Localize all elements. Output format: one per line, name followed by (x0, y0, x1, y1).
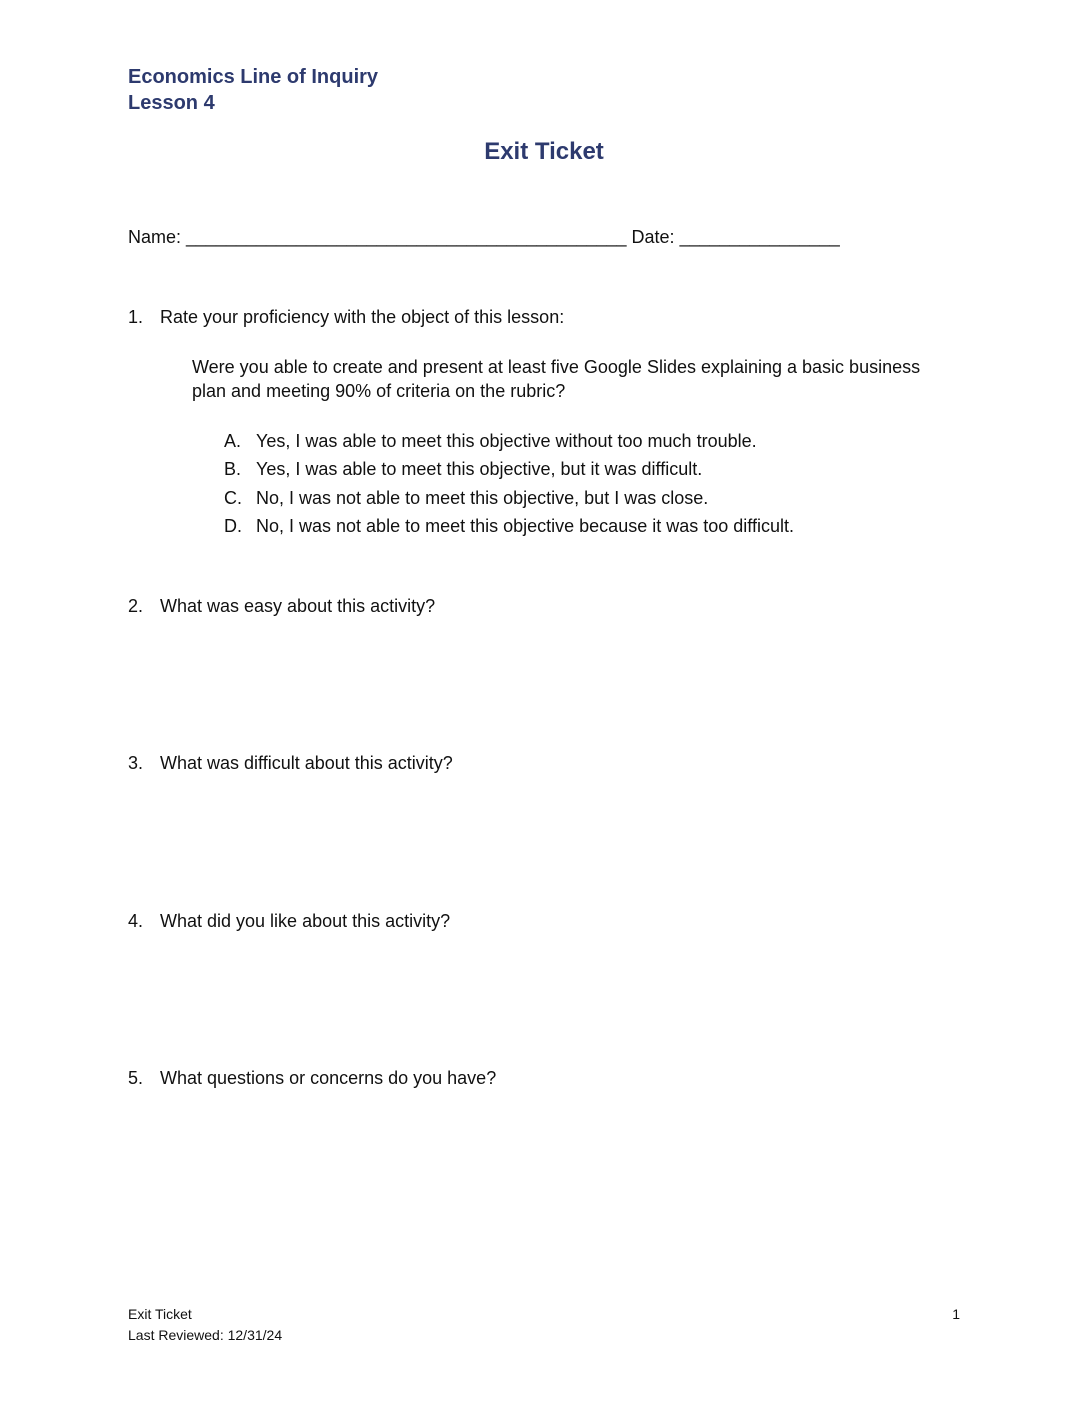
option-text: No, I was not able to meet this objective because it was too difficult. (256, 516, 794, 537)
option-text: Yes, I was able to meet this objective, but it was difficult. (256, 459, 703, 480)
date-label: Date: (631, 227, 675, 247)
question-number: 3. (128, 753, 144, 773)
question-number: 5. (128, 1068, 144, 1088)
header-course-title: Economics Line of Inquiry (128, 66, 379, 88)
question-text: What was easy about this activity? (160, 596, 436, 616)
header-lesson-number: Lesson 4 (128, 92, 215, 114)
answer-option (224, 486, 794, 514)
page-number: 1 (952, 1306, 960, 1322)
question-4 (128, 909, 450, 933)
question-2 (128, 594, 435, 618)
answer-option (224, 457, 794, 485)
answer-option (224, 514, 794, 542)
option-letter: A. (224, 431, 242, 451)
question-number: 4. (128, 911, 144, 931)
question-text: What was difficult about this activity? (160, 753, 453, 773)
question-1-prompt: Were you able to create and present at least five Google Slides explaining a basic business plan and meeting 90% of criteria on the rubric? (192, 357, 921, 401)
name-blank: ____________________________________________ (186, 227, 627, 247)
question-5 (128, 1066, 496, 1090)
option-letter: B. (224, 459, 242, 480)
page-title: Exit Ticket (484, 138, 604, 165)
option-letter: D. (224, 516, 242, 537)
option-text: No, I was not able to meet this objective, but I was close. (256, 487, 709, 508)
question-3 (128, 751, 453, 775)
answer-option (224, 429, 794, 457)
option-letter: C. (224, 487, 242, 508)
option-text: Yes, I was able to meet this objective without too much trouble. (256, 431, 757, 451)
question-number: 2. (128, 596, 144, 616)
footer-doc-name: Exit Ticket (128, 1306, 192, 1322)
name-label: Name: (128, 227, 182, 247)
question-text: Rate your proficiency with the object of this lesson: (160, 307, 565, 327)
answer-options (224, 429, 794, 543)
name-date-line (128, 225, 840, 249)
question-text: What did you like about this activity? (160, 911, 451, 931)
question-text: What questions or concerns do you have? (160, 1068, 497, 1088)
date-blank: ________________ (679, 227, 840, 247)
document-header (128, 64, 378, 116)
page-footer (128, 1304, 282, 1346)
footer-last-reviewed: Last Reviewed: 12/31/24 (128, 1327, 283, 1343)
question-1 (128, 305, 564, 329)
question-number: 1. (128, 307, 144, 327)
